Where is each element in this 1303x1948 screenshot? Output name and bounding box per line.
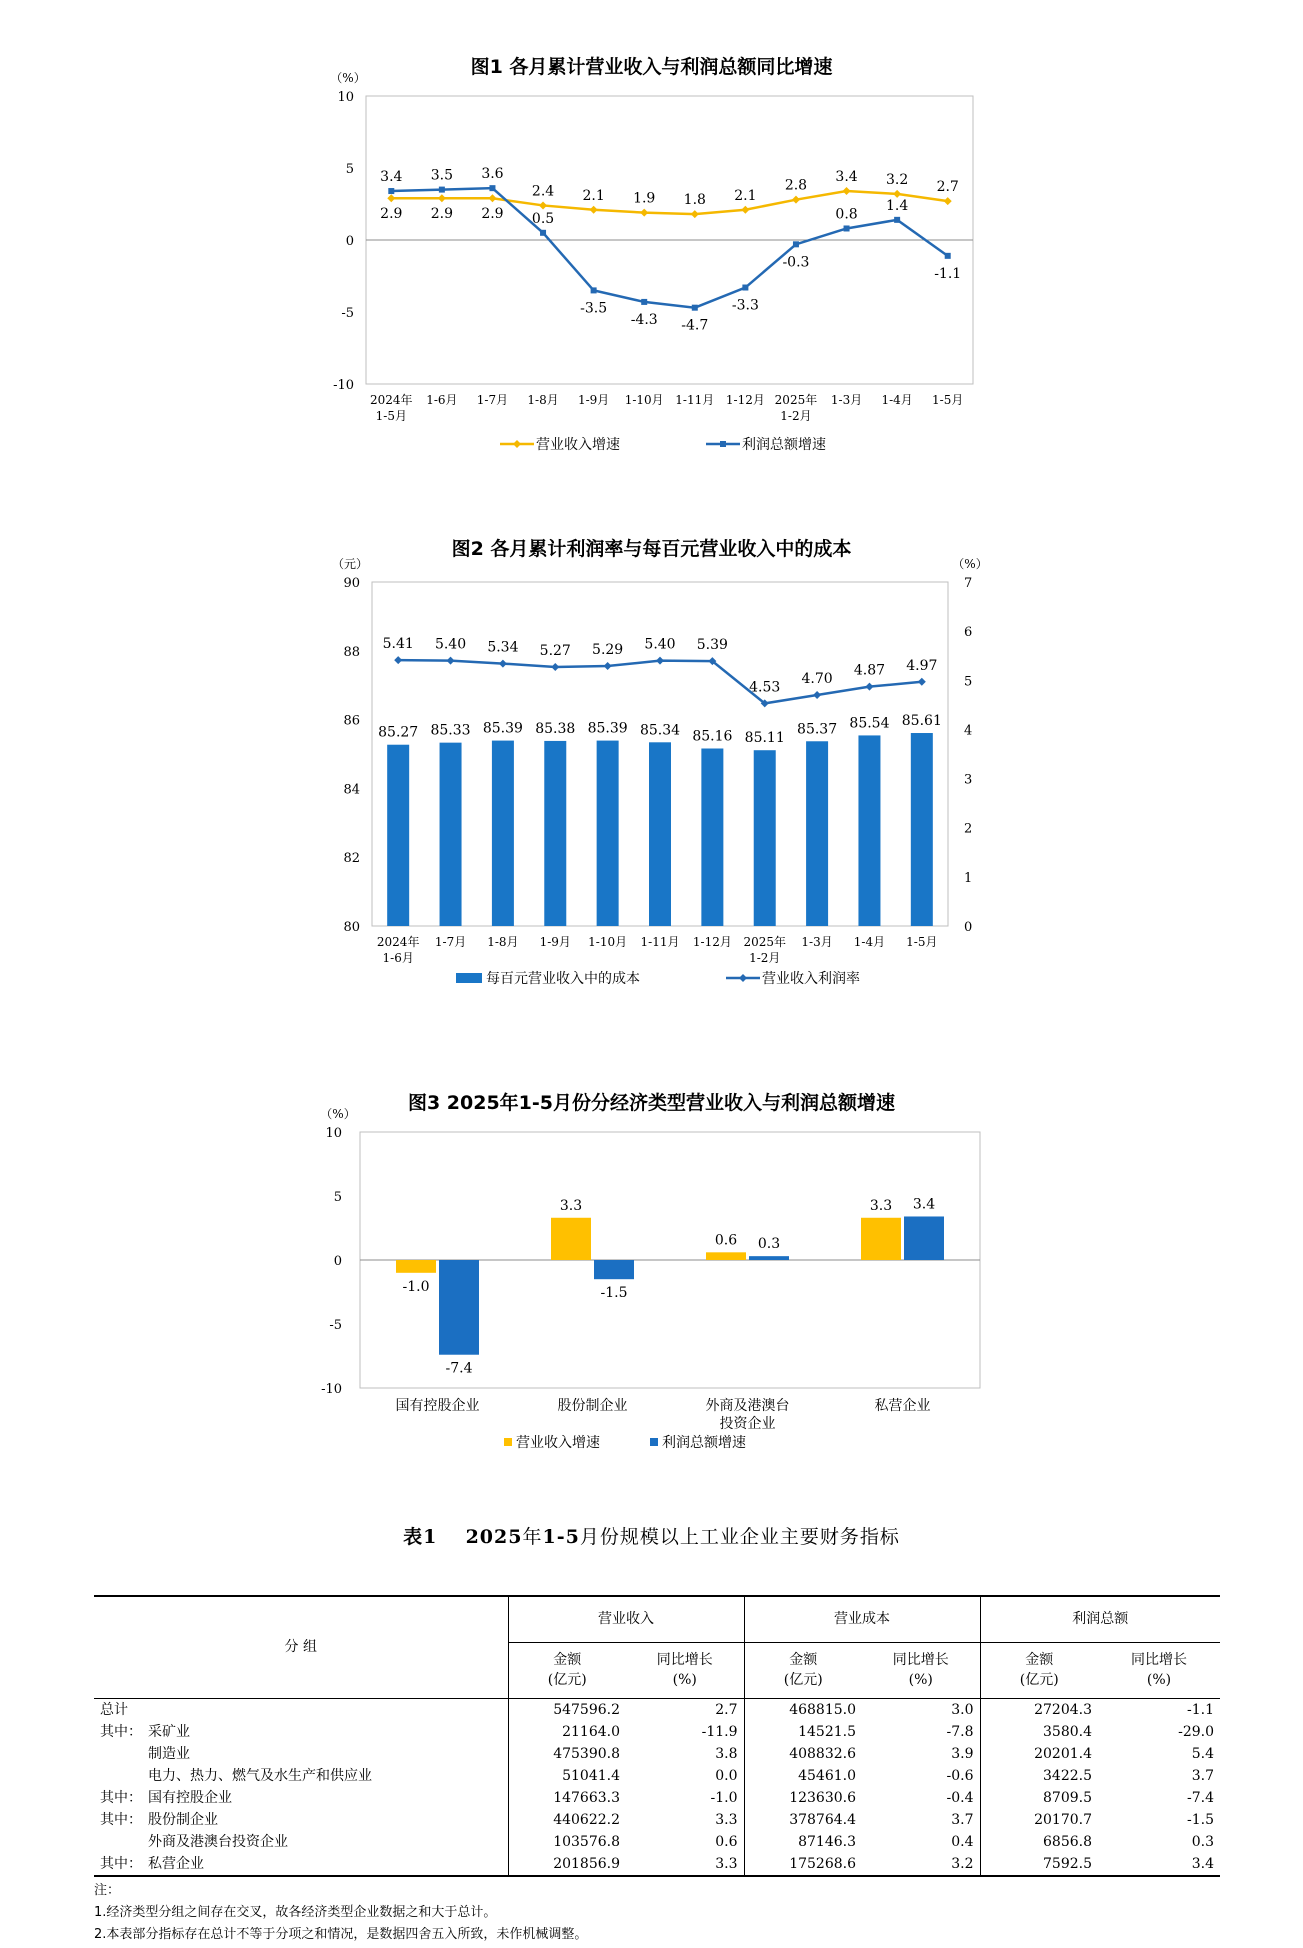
- data-label: -4.3: [630, 311, 658, 328]
- revenue-bar: [396, 1260, 436, 1273]
- x-tick-label: 1-4月: [881, 393, 913, 407]
- cost-bar-label: 85.39: [587, 720, 628, 737]
- col-group-revenue: 营业收入: [508, 1596, 744, 1642]
- left-tick-label: 82: [343, 851, 360, 867]
- y-tick-label: 0: [345, 234, 354, 249]
- sub-header-growth: 同比增长 (%): [862, 1642, 980, 1698]
- row-label: 总计: [94, 1698, 508, 1721]
- bar-label: 3.4: [912, 1196, 936, 1213]
- y-tick-label: 5: [333, 1190, 342, 1205]
- right-tick-label: 5: [964, 674, 973, 690]
- data-label: 2.9: [430, 206, 454, 223]
- x-tick-label: 2025年: [743, 935, 787, 949]
- table-cell: -1.1: [1187, 1701, 1214, 1718]
- profit-bar: [439, 1260, 479, 1355]
- data-label: 2.8: [784, 177, 808, 194]
- cost-bar: [597, 741, 619, 926]
- revenue-point: [488, 194, 496, 202]
- table-cell: -11.9: [626, 1721, 744, 1743]
- y-tick-label: 5: [345, 162, 354, 177]
- cost-bar-label: 85.54: [849, 715, 890, 732]
- note-1: 1.经济类型分组之间存在交叉，故各经济类型企业数据之和大于总计。: [94, 1905, 497, 1920]
- margin-point: [394, 656, 402, 664]
- margin-label: 4.97: [906, 657, 938, 674]
- right-tick-label: 3: [964, 772, 973, 788]
- x-tick-label: 1-12月: [692, 935, 732, 949]
- notes-title: 注：: [94, 1883, 121, 1898]
- left-tick-label: 88: [343, 644, 360, 660]
- table-cell: -1.5: [1187, 1811, 1214, 1828]
- data-label: 0.8: [835, 206, 858, 223]
- table-cell: 408832.6: [789, 1745, 856, 1762]
- x-tick-label: 1-10月: [588, 935, 628, 949]
- margin-point: [918, 678, 926, 686]
- cost-bar-label: 85.37: [797, 721, 838, 738]
- revenue-point: [944, 197, 952, 205]
- table-cell: 2.7: [626, 1698, 744, 1721]
- revenue-point: [741, 206, 749, 214]
- figure-3-bar-chart: [0, 1106, 1303, 1436]
- cost-bar-label: 85.16: [692, 728, 733, 745]
- x-tick-label: 1-2月: [780, 409, 812, 423]
- x-tick-label: 1-11月: [675, 393, 715, 407]
- margin-label: 5.40: [644, 636, 676, 653]
- right-tick-label: 6: [964, 625, 973, 641]
- y-tick-label: -10: [321, 1382, 342, 1397]
- sub-header-growth: 同比增长 (%): [626, 1642, 744, 1698]
- table-notes: [94, 1880, 587, 1946]
- y-tick-label: -10: [333, 378, 354, 393]
- y-tick-label: 10: [325, 1126, 342, 1141]
- profit-point: [489, 185, 495, 191]
- figure-1-legend-revenue-label: 营业收入增速: [536, 437, 620, 453]
- data-label: 2.4: [531, 183, 555, 200]
- figure-3-legend-profit-label: 利润总额增速: [662, 1435, 746, 1451]
- table-cell: 378764.4: [789, 1811, 856, 1828]
- bar-label: -1.5: [600, 1285, 628, 1302]
- x-tick-label: 1-5月: [375, 409, 407, 423]
- table-cell: 440622.2: [553, 1811, 620, 1828]
- profit-bar: [904, 1216, 944, 1260]
- data-label: 0.5: [531, 210, 555, 227]
- table-cell: 0.4: [862, 1831, 980, 1853]
- table-cell: 175268.6: [789, 1855, 856, 1872]
- revenue-point: [843, 187, 851, 195]
- cost-bar-label: 85.33: [430, 722, 471, 739]
- data-label: -0.3: [782, 254, 810, 271]
- x-tick-label: 1-6月: [426, 393, 458, 407]
- table-cell: 14521.5: [798, 1723, 856, 1740]
- row-label: 外商及港澳台投资企业: [94, 1831, 508, 1853]
- series-line: [391, 188, 947, 308]
- table-cell: 3.3: [626, 1809, 744, 1831]
- cost-bar-label: 85.34: [639, 722, 681, 739]
- x-tick-label: 1-2月: [749, 951, 781, 965]
- profit-point: [793, 241, 799, 247]
- table-row: [94, 1765, 1220, 1787]
- table-cell: -1.0: [626, 1787, 744, 1809]
- data-label: 1.9: [633, 190, 656, 207]
- table-cell: 3422.5: [1043, 1767, 1092, 1784]
- figure-1-legend-revenue: [500, 434, 620, 454]
- x-tick-label: 1-8月: [487, 935, 519, 949]
- table-cell: 3.0: [862, 1698, 980, 1721]
- bar-label: 0.3: [757, 1236, 781, 1253]
- table-cell: 3.9: [862, 1743, 980, 1765]
- x-tick-label: 1-8月: [527, 393, 559, 407]
- x-tick-label: 2024年: [370, 393, 413, 407]
- table-title-mid: 年: [522, 1526, 543, 1548]
- figure-1-legend-profit: [706, 434, 826, 454]
- table-cell: 3.7: [1191, 1767, 1214, 1784]
- sub-header-amount: 金额 (亿元): [1019, 1652, 1059, 1688]
- data-label: -3.3: [731, 297, 759, 314]
- col-group-cost: 营业成本: [744, 1596, 980, 1642]
- table-cell: -0.6: [862, 1765, 980, 1787]
- cost-bar: [806, 741, 828, 926]
- x-tick-label: 1-6月: [382, 951, 414, 965]
- x-tick-label: 国有控股企业: [395, 1398, 480, 1414]
- left-tick-label: 84: [343, 782, 360, 798]
- revenue-point: [640, 209, 648, 217]
- y-tick-label: 0: [333, 1254, 342, 1269]
- revenue-point: [387, 194, 395, 202]
- cost-bar: [544, 741, 566, 926]
- table-title-rest: 月份规模以上工业企业主要财务指标: [579, 1526, 900, 1548]
- revenue-point: [893, 190, 901, 198]
- profit-bar: [749, 1256, 789, 1260]
- row-label: 其中： 国有控股企业: [94, 1787, 508, 1809]
- cost-bar: [387, 745, 409, 926]
- table-cell: 547596.2: [553, 1701, 620, 1718]
- table-cell: 6856.8: [1043, 1833, 1092, 1850]
- right-tick-label: 7: [964, 576, 973, 591]
- table-cell: 87146.3: [798, 1833, 856, 1850]
- cost-bar-label: 85.39: [482, 720, 523, 737]
- row-label: 其中： 股份制企业: [94, 1809, 508, 1831]
- table-row: [94, 1721, 1220, 1743]
- y-unit-label: （%）: [330, 71, 366, 85]
- table-cell: 3.4: [1191, 1855, 1214, 1872]
- figure-3-legend-revenue: [502, 1432, 600, 1452]
- figure-3-title: 图3 2025年1-5月份分经济类型营业收入与利润总额增速: [407, 1092, 896, 1114]
- margin-label: 5.40: [434, 636, 467, 653]
- sub-header-amount: 金额 (亿元): [547, 1652, 587, 1688]
- margin-label: 5.27: [539, 643, 571, 660]
- figure-1-legend-profit-label: 利润总额增速: [742, 437, 826, 453]
- table-row: [94, 1787, 1220, 1809]
- x-tick-label: 1-12月: [725, 393, 765, 407]
- profit-point: [591, 287, 597, 293]
- margin-label: 5.34: [487, 639, 519, 656]
- table-title-period: 1-5: [542, 1526, 580, 1548]
- revenue-bar: [706, 1252, 746, 1260]
- cost-bar-label: 85.61: [901, 713, 942, 730]
- profit-point: [742, 285, 748, 291]
- x-tick-label: 1-3月: [801, 935, 833, 949]
- profit-point: [945, 253, 951, 259]
- x-tick-label: 1-9月: [539, 935, 571, 949]
- table-row: [94, 1809, 1220, 1831]
- cost-bar-label: 85.27: [378, 724, 419, 741]
- table-cell: 0.3: [1191, 1833, 1214, 1850]
- figure-2-legend-margin: [726, 968, 860, 988]
- revenue-point: [539, 201, 547, 209]
- cost-bar: [649, 742, 671, 926]
- x-tick-label: 2024年: [376, 935, 420, 949]
- sub-header-growth: 同比增长 (%): [1131, 1652, 1187, 1688]
- margin-point: [551, 663, 559, 671]
- margin-label: 4.87: [853, 662, 886, 679]
- left-unit-label: （元）: [331, 557, 369, 571]
- data-label: 2.1: [582, 187, 605, 204]
- row-label: 电力、热力、燃气及水生产和供应业: [94, 1765, 508, 1787]
- table-cell: 475390.8: [553, 1745, 620, 1762]
- x-tick-label: 1-7月: [476, 393, 509, 407]
- bar-label: 3.3: [559, 1197, 583, 1214]
- note-2: 2.本表部分指标存在总计不等于分项之和情况，是数据四舍五入所致，未作机械调整。: [94, 1927, 588, 1942]
- col-group-profit: 利润总额: [980, 1596, 1220, 1642]
- figure-2-legend-margin-label: 营业收入利润率: [762, 971, 860, 987]
- margin-label: 4.53: [749, 679, 781, 696]
- data-label: -3.5: [580, 300, 608, 317]
- left-tick-label: 90: [343, 576, 360, 591]
- figure-2-bar-line-chart: [0, 552, 1303, 972]
- revenue-point: [438, 194, 446, 202]
- data-label: 2.7: [936, 179, 959, 196]
- data-label: 3.2: [885, 171, 909, 188]
- table-cell: 3580.4: [1043, 1723, 1092, 1740]
- margin-point: [865, 683, 873, 691]
- margin-point: [656, 657, 664, 665]
- data-label: 3.4: [380, 169, 403, 186]
- margin-point: [813, 691, 821, 699]
- bar-label: -7.4: [445, 1360, 473, 1377]
- profit-point: [439, 187, 445, 193]
- cost-bar-label: 85.11: [744, 730, 785, 747]
- margin-point: [447, 657, 455, 665]
- right-tick-label: 2: [964, 821, 973, 837]
- data-label: 3.6: [481, 166, 504, 183]
- table-cell: 3.8: [626, 1743, 744, 1765]
- x-tick-label: 1-7月: [434, 935, 467, 949]
- table-cell: 8709.5: [1043, 1789, 1092, 1806]
- bar-label: 3.3: [869, 1197, 893, 1214]
- x-tick-label: 1-3月: [830, 393, 863, 407]
- revenue-point: [590, 206, 598, 214]
- table-title-year: 2025: [465, 1526, 523, 1548]
- margin-label: 5.29: [592, 642, 624, 659]
- data-label: -4.7: [681, 317, 709, 334]
- table-row: [94, 1853, 1220, 1876]
- margin-line: [398, 660, 922, 703]
- y-tick-label: -5: [329, 1318, 342, 1333]
- revenue-point: [792, 196, 800, 204]
- table-cell: 5.4: [1191, 1745, 1214, 1762]
- cost-bar: [911, 733, 933, 926]
- x-tick-label: 1-10月: [624, 393, 664, 407]
- left-tick-label: 80: [343, 920, 360, 935]
- cost-bar-label: 85.38: [535, 720, 576, 737]
- figure-2-title: 图2 各月累计利润率与每百元营业收入中的成本: [451, 538, 852, 560]
- x-tick-label: 私营企业: [874, 1398, 931, 1414]
- profit-bar: [594, 1260, 634, 1279]
- right-tick-label: 1: [964, 870, 973, 886]
- left-tick-label: 86: [343, 713, 360, 729]
- table-cell: 20170.7: [1034, 1811, 1092, 1828]
- profit-point: [540, 230, 546, 236]
- revenue-bar: [551, 1218, 591, 1260]
- row-label: 其中： 私营企业: [94, 1853, 508, 1876]
- figure-3-legend-profit: [648, 1432, 746, 1452]
- profit-point: [692, 305, 698, 311]
- x-tick-label: 1-4月: [853, 935, 886, 949]
- cost-bar: [440, 743, 462, 926]
- revenue-bar: [861, 1218, 901, 1260]
- table-cell: 201856.9: [553, 1855, 620, 1872]
- cost-bar: [858, 735, 880, 926]
- table-cell: -7.4: [1187, 1789, 1214, 1806]
- table-1-title: [0, 1522, 1303, 1549]
- table-cell: 7592.5: [1043, 1855, 1092, 1872]
- profit-point: [641, 299, 647, 305]
- figure-2-legend-cost: [456, 968, 640, 988]
- x-tick-label: 1-11月: [640, 935, 680, 949]
- series-line: [391, 191, 947, 214]
- margin-label: 4.70: [801, 671, 833, 688]
- cost-bar: [754, 750, 776, 926]
- table-cell: 45461.0: [798, 1767, 856, 1784]
- profit-point: [388, 188, 394, 194]
- figure-3-legend-revenue-label: 营业收入增速: [516, 1435, 600, 1451]
- table-cell: 0.6: [626, 1831, 744, 1853]
- x-tick-label: 投资企业: [719, 1416, 776, 1432]
- profit-point: [844, 225, 850, 231]
- table-title-prefix: 表1: [403, 1526, 438, 1548]
- margin-point: [604, 662, 612, 670]
- y-tick-label: 10: [337, 90, 354, 105]
- margin-point: [499, 660, 507, 668]
- table-cell: 123630.6: [789, 1789, 856, 1806]
- table-row: [94, 1743, 1220, 1765]
- figure-2-legend-cost-label: 每百元营业收入中的成本: [486, 971, 640, 987]
- table-cell: 3.7: [862, 1809, 980, 1831]
- table-cell: 147663.3: [553, 1789, 620, 1806]
- table-cell: 27204.3: [1034, 1701, 1092, 1718]
- table-cell: 51041.4: [562, 1767, 620, 1784]
- table-cell: -0.4: [862, 1787, 980, 1809]
- table-cell: 21164.0: [562, 1723, 620, 1740]
- data-label: 3.4: [835, 169, 858, 186]
- data-label: 1.8: [683, 192, 706, 209]
- revenue-point: [691, 210, 699, 218]
- y-tick-label: -5: [341, 306, 354, 321]
- x-tick-label: 股份制企业: [557, 1398, 628, 1414]
- sub-header-amount: 金额 (亿元): [783, 1652, 823, 1688]
- financial-indicators-table: [94, 1595, 1220, 1877]
- x-tick-label: 1-5月: [932, 393, 964, 407]
- data-label: -1.1: [934, 265, 962, 282]
- profit-point: [894, 217, 900, 223]
- table-cell: 468815.0: [789, 1701, 856, 1718]
- x-tick-label: 外商及港澳台: [705, 1398, 790, 1414]
- cost-bar: [701, 748, 723, 926]
- group-header: 分 组: [94, 1596, 508, 1698]
- table-cell: 0.0: [626, 1765, 744, 1787]
- row-label: 其中： 采矿业: [94, 1721, 508, 1743]
- margin-label: 5.41: [382, 636, 414, 653]
- table-cell: -7.8: [862, 1721, 980, 1743]
- row-label: 制造业: [94, 1743, 508, 1765]
- data-label: 1.4: [885, 197, 909, 214]
- table-row: [94, 1831, 1220, 1853]
- y-unit-label: （%）: [320, 1107, 356, 1121]
- bar-label: -1.0: [402, 1278, 430, 1295]
- right-tick-label: 4: [964, 723, 973, 739]
- figure-1-line-chart: [0, 70, 1303, 490]
- right-tick-label: 0: [964, 920, 973, 935]
- right-unit-label: （%）: [952, 557, 988, 571]
- data-label: 3.5: [430, 167, 454, 184]
- table-row: [94, 1698, 1220, 1721]
- table-cell: 103576.8: [553, 1833, 620, 1850]
- x-tick-label: 1-9月: [577, 393, 610, 407]
- margin-label: 5.39: [696, 637, 728, 654]
- table-cell: 3.3: [626, 1853, 744, 1876]
- figure-1-title: 图1 各月累计营业收入与利润总额同比增速: [470, 56, 833, 78]
- x-tick-label: 1-5月: [906, 935, 938, 949]
- data-label: 2.9: [481, 206, 504, 223]
- table-cell: -29.0: [1178, 1723, 1214, 1740]
- table-cell: 3.2: [862, 1853, 980, 1876]
- data-label: 2.9: [380, 206, 403, 223]
- cost-bar: [492, 741, 514, 926]
- table-cell: 20201.4: [1034, 1745, 1092, 1762]
- bar-label: 0.6: [714, 1232, 738, 1249]
- x-tick-label: 2025年: [774, 393, 818, 407]
- data-label: 2.1: [734, 187, 757, 204]
